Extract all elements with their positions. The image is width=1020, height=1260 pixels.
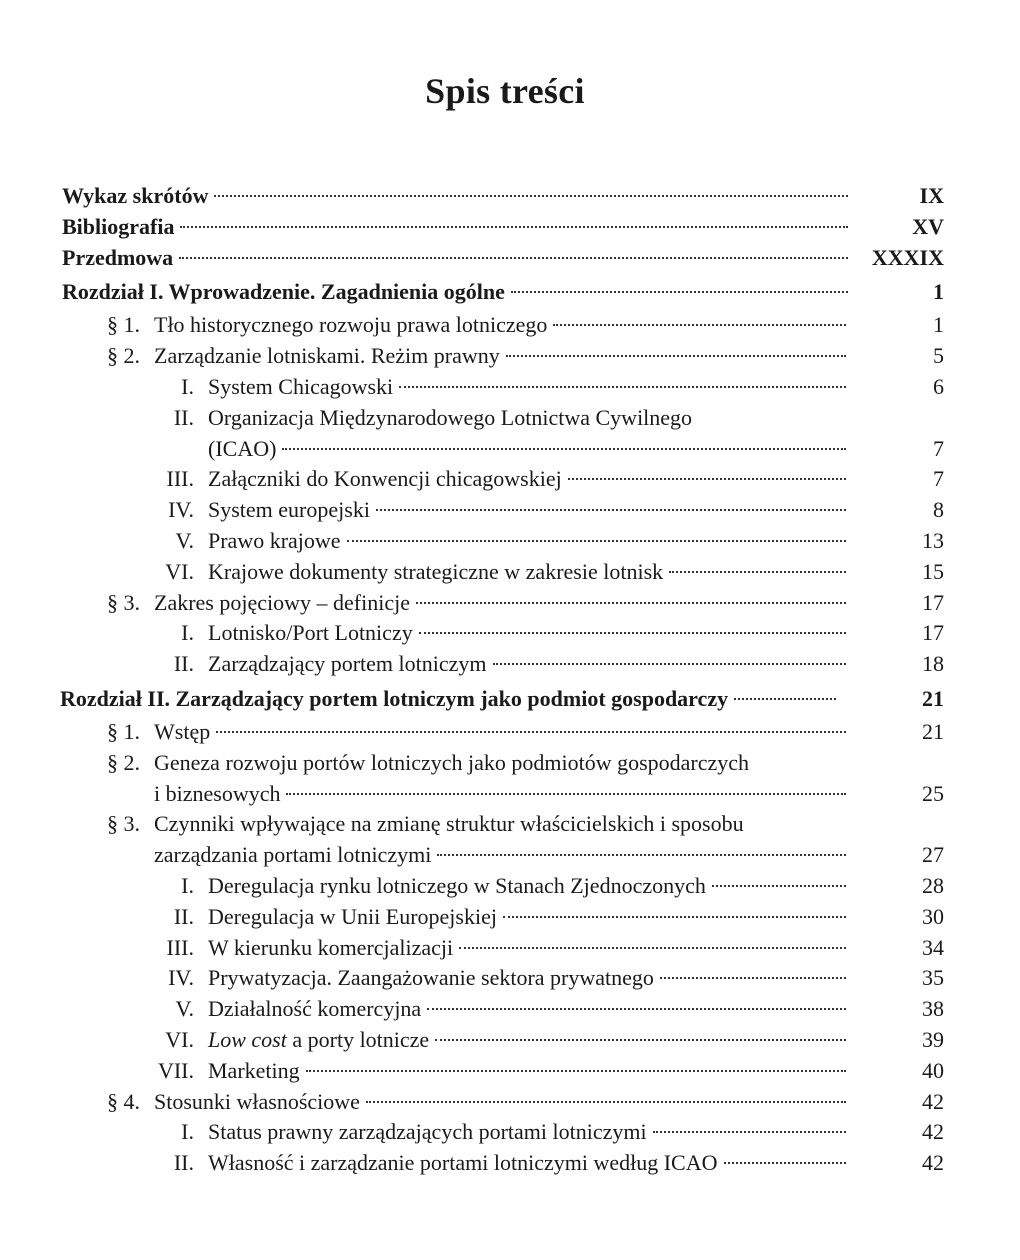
toc-subsection	[0, 526, 1020, 557]
toc-subsection	[0, 871, 1020, 902]
leader-dots	[653, 1131, 846, 1133]
toc-page: 34	[922, 934, 944, 960]
toc-page: 15	[922, 558, 944, 584]
leader-dots	[724, 1162, 847, 1164]
leader-dots	[306, 1070, 846, 1072]
toc-label: Deregulacja w Unii Europejskiej	[208, 903, 497, 929]
toc-number: I.	[181, 373, 194, 399]
toc-number: § 3.	[107, 589, 140, 615]
toc-label: Tło historycznego rozwoju prawa lotniczego	[154, 312, 548, 338]
leader-dots	[511, 291, 848, 293]
toc-page: 40	[922, 1057, 944, 1083]
leader-dots	[669, 571, 846, 573]
leader-dots	[214, 195, 848, 197]
toc-page: 1	[933, 312, 944, 338]
table-of-contents	[0, 181, 1020, 1179]
leader-dots	[180, 226, 848, 228]
toc-subsection	[0, 495, 1020, 526]
toc-label: Geneza rozwoju portów lotniczych jako podmiotów gospodarczych	[154, 749, 750, 775]
leader-dots	[286, 793, 846, 795]
toc-subsection	[0, 1148, 1020, 1179]
toc-label: Deregulacja rynku lotniczego w Stanach Zjednoczonych	[208, 872, 706, 898]
toc-number: § 4.	[107, 1088, 140, 1114]
toc-label: Własność i zarządzanie portami lotniczymi według ICAO	[208, 1150, 718, 1176]
toc-label: Zarządzający portem lotniczym	[208, 651, 487, 677]
toc-label: Prawo krajowe	[208, 527, 341, 553]
toc-label: Krajowe dokumenty strategiczne w zakresie lotnisk	[208, 558, 664, 584]
toc-page: 21	[922, 718, 944, 744]
leader-dots	[427, 1008, 846, 1010]
toc-subsection	[0, 618, 1020, 649]
leader-dots	[376, 509, 846, 511]
toc-subsection	[0, 963, 1020, 994]
toc-number: § 3.	[107, 811, 140, 837]
toc-page: 13	[922, 527, 944, 553]
leader-dots	[712, 885, 846, 887]
toc-page: 30	[922, 903, 944, 929]
toc-subsection	[0, 1056, 1020, 1087]
toc-section-continued	[0, 840, 1020, 871]
toc-number: VI.	[165, 558, 194, 584]
toc-page: 7	[933, 435, 944, 461]
toc-section	[0, 1087, 1020, 1118]
leader-dots	[435, 1039, 846, 1041]
toc-subsection	[0, 994, 1020, 1025]
toc-label: Zarządzanie lotniskami. Reżim prawny	[154, 343, 500, 369]
leader-dots	[216, 731, 846, 733]
toc-section	[0, 588, 1020, 619]
toc-label: Marketing	[208, 1057, 300, 1083]
toc-label-rest: a porty lotnicze	[286, 1026, 430, 1052]
toc-label: Lotnisko/Port Lotniczy	[208, 620, 413, 646]
toc-subsection	[0, 557, 1020, 588]
toc-subsection	[0, 403, 1020, 434]
page-title: Spis treści	[425, 71, 585, 111]
leader-dots	[399, 386, 846, 388]
toc-page: 17	[922, 589, 944, 615]
toc-page: 38	[922, 996, 944, 1022]
leader-dots	[568, 478, 846, 480]
toc-page: 17	[922, 620, 944, 646]
toc-number: IV.	[168, 965, 194, 991]
toc-number: II.	[173, 1150, 194, 1176]
toc-page: 42	[922, 1119, 944, 1145]
toc-label: Zakres pojęciowy – definicje	[154, 589, 410, 615]
toc-number: IV.	[168, 497, 194, 523]
leader-dots	[734, 698, 836, 700]
leader-dots	[553, 324, 846, 326]
toc-page: 39	[922, 1026, 944, 1052]
toc-number: V.	[175, 996, 194, 1022]
toc-page: 18	[922, 651, 944, 677]
toc-label: Rozdział I. Wprowadzenie. Zagadnienia ogólne	[62, 279, 505, 305]
toc-label: Wykaz skrótów	[62, 183, 209, 208]
toc-page: 6	[933, 373, 944, 399]
toc-entry	[0, 243, 1020, 274]
toc-page: 35	[922, 965, 944, 991]
toc-number: § 1.	[107, 312, 140, 338]
toc-label: W kierunku komercjalizacji	[208, 934, 454, 960]
toc-page: 5	[933, 343, 944, 369]
toc-section-continued	[0, 779, 1020, 810]
leader-dots	[282, 448, 846, 450]
toc-section	[0, 341, 1020, 372]
toc-entry	[0, 212, 1020, 243]
leader-dots	[366, 1101, 846, 1103]
toc-number: VII.	[157, 1057, 194, 1083]
toc-number: § 2.	[107, 343, 140, 369]
toc-chapter	[0, 273, 1020, 310]
toc-section	[0, 748, 1020, 779]
toc-number: V.	[175, 527, 194, 553]
toc-label: Przedmowa	[62, 244, 174, 270]
toc-page: 25	[922, 780, 944, 806]
toc-label: Stosunki własnościowe	[154, 1088, 360, 1114]
leader-dots	[437, 854, 846, 856]
leader-dots	[179, 257, 848, 259]
toc-page: 28	[922, 872, 944, 898]
toc-number: II.	[173, 903, 194, 929]
toc-number: I.	[181, 872, 194, 898]
toc-chapter	[0, 680, 1020, 717]
toc-label: Bibliografia	[62, 213, 175, 239]
toc-subsection	[0, 649, 1020, 680]
toc-number: VI.	[165, 1026, 194, 1052]
toc-label: i biznesowych	[154, 780, 281, 806]
toc-label: Prywatyzacja. Zaangażowanie sektora prywatnego	[208, 965, 654, 991]
toc-label: Rozdział II. Zarządzający portem lotniczym jako podmiot gospodarczy	[60, 685, 729, 711]
toc-label	[208, 1025, 429, 1055]
toc-number: III.	[166, 934, 194, 960]
leader-dots	[459, 947, 846, 949]
toc-page: 1	[933, 279, 944, 305]
toc-number: I.	[181, 1119, 194, 1145]
toc-page: XXXIX	[871, 244, 944, 270]
toc-label: zarządzania portami lotniczymi	[154, 842, 432, 868]
toc-label: (ICAO)	[208, 435, 277, 461]
leader-dots	[503, 916, 846, 918]
toc-subsection	[0, 902, 1020, 933]
toc-subsection	[0, 464, 1020, 495]
toc-page: 42	[922, 1088, 944, 1114]
toc-page: 42	[922, 1150, 944, 1176]
leader-dots	[416, 602, 846, 604]
toc-label: Działalność komercyjna	[208, 996, 422, 1022]
toc-section	[0, 310, 1020, 341]
toc-section	[0, 717, 1020, 748]
leader-dots	[506, 355, 846, 357]
toc-label: System Chicagowski	[208, 373, 394, 399]
leader-dots	[347, 540, 846, 542]
toc-page: 8	[933, 497, 944, 523]
toc-number: III.	[166, 466, 194, 492]
toc-label: Status prawny zarządzających portami lotniczymi	[208, 1119, 647, 1145]
toc-number: I.	[181, 620, 194, 646]
toc-entry	[0, 181, 1020, 212]
toc-label: Organizacja Międzynarodowego Lotnictwa Cywilnego	[208, 404, 693, 430]
toc-page: 27	[922, 842, 944, 868]
toc-section	[0, 809, 1020, 840]
toc-label-italic: Low cost	[208, 1026, 287, 1052]
leader-dots	[419, 632, 846, 634]
toc-page: XV	[912, 213, 944, 239]
toc-label: Wstęp	[154, 718, 211, 744]
toc-subsection	[0, 933, 1020, 964]
toc-page: 21	[922, 685, 944, 711]
toc-page: IX	[919, 183, 944, 208]
toc-number: II.	[173, 404, 194, 430]
toc-label: System europejski	[208, 497, 370, 523]
toc-subsection	[0, 1117, 1020, 1148]
toc-subsection	[0, 372, 1020, 403]
toc-number: § 1.	[107, 718, 140, 744]
toc-label: Czynniki wpływające na zmianę struktur właścicielskich i sposobu	[154, 811, 744, 837]
leader-dots	[660, 977, 846, 979]
toc-subsection-continued	[0, 434, 1020, 465]
leader-dots	[493, 663, 846, 665]
toc-page: 7	[933, 466, 944, 492]
toc-subsection	[0, 1025, 1020, 1056]
toc-label: Załączniki do Konwencji chicagowskiej	[208, 466, 562, 492]
toc-number: II.	[173, 651, 194, 677]
toc-number: § 2.	[107, 749, 140, 775]
